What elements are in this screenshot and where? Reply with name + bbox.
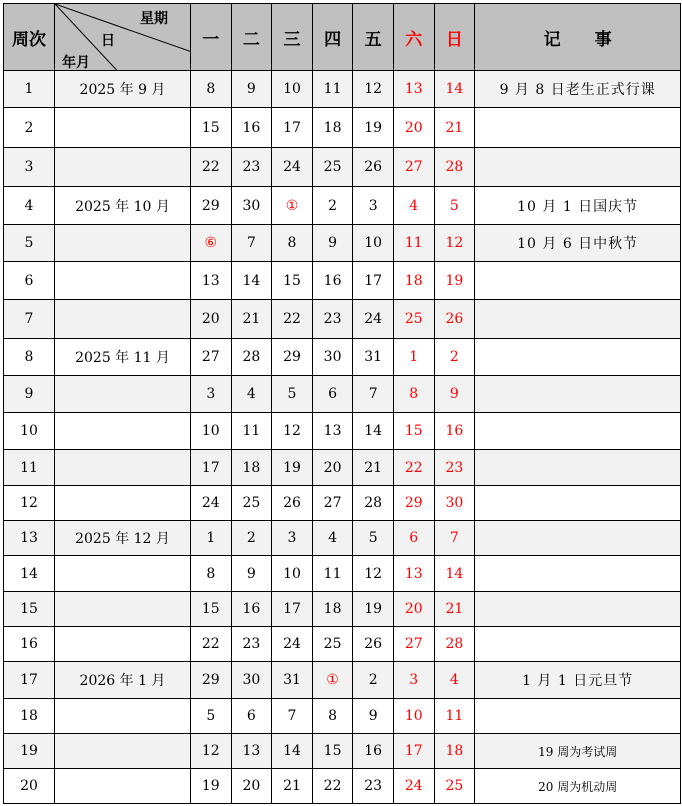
note-cell xyxy=(475,450,681,486)
date-cell: 15 xyxy=(272,262,313,300)
date-cell: 27 xyxy=(393,627,434,662)
month-label xyxy=(55,225,191,262)
date-cell: 4 xyxy=(312,521,353,556)
date-cell: 4 xyxy=(231,376,272,413)
date-cell: 3 xyxy=(191,376,232,413)
week-number: 19 xyxy=(4,734,55,769)
month-label xyxy=(55,734,191,769)
date-cell: 8 xyxy=(393,376,434,413)
date-cell: 11 xyxy=(312,556,353,592)
date-cell: 24 xyxy=(272,148,313,187)
date-cell: 25 xyxy=(312,627,353,662)
month-label xyxy=(55,486,191,521)
note-cell xyxy=(475,413,681,450)
date-cell: 30 xyxy=(231,662,272,699)
date-cell: 2 xyxy=(231,521,272,556)
date-cell: 7 xyxy=(231,225,272,262)
date-cell: 20 xyxy=(191,300,232,339)
week-number: 18 xyxy=(4,699,55,734)
date-cell: 3 xyxy=(353,187,394,225)
date-cell: 4 xyxy=(434,662,475,699)
diag-day-label: 日 xyxy=(101,33,115,49)
table-row xyxy=(4,339,681,376)
week-number: 2 xyxy=(4,108,55,148)
date-cell: 24 xyxy=(272,627,313,662)
date-cell: 12 xyxy=(191,734,232,769)
date-cell: 13 xyxy=(393,556,434,592)
date-cell: 8 xyxy=(191,556,232,592)
date-cell: 21 xyxy=(434,108,475,148)
month-label xyxy=(55,769,191,804)
week-number: 4 xyxy=(4,187,55,225)
date-cell: 9 xyxy=(312,225,353,262)
diag-yearmonth-label: 年月 xyxy=(62,55,90,71)
date-cell: 28 xyxy=(353,486,394,521)
date-cell: 7 xyxy=(353,376,394,413)
month-label: 2025 年 12 月 xyxy=(55,521,191,556)
month-label xyxy=(55,556,191,592)
note-cell xyxy=(475,148,681,187)
date-cell: 13 xyxy=(231,734,272,769)
table-row xyxy=(4,556,681,592)
date-cell: 20 xyxy=(231,769,272,804)
date-cell: 17 xyxy=(272,592,313,627)
table-row xyxy=(4,521,681,556)
month-label xyxy=(55,108,191,148)
date-cell: 10 xyxy=(393,699,434,734)
date-cell: 11 xyxy=(434,699,475,734)
week-number: 14 xyxy=(4,556,55,592)
table-row xyxy=(4,376,681,413)
date-cell: 9 xyxy=(231,71,272,108)
date-cell: 11 xyxy=(393,225,434,262)
day-header-sat: 六 xyxy=(393,4,434,71)
date-cell: 28 xyxy=(434,148,475,187)
week-number: 11 xyxy=(4,450,55,486)
date-cell: 10 xyxy=(272,556,313,592)
date-cell: ① xyxy=(312,662,353,699)
month-label xyxy=(55,300,191,339)
date-cell: ⑥ xyxy=(191,225,232,262)
date-cell: 5 xyxy=(434,187,475,225)
date-cell: 15 xyxy=(191,108,232,148)
month-label xyxy=(55,376,191,413)
date-cell: 12 xyxy=(272,413,313,450)
week-number: 1 xyxy=(4,71,55,108)
week-number: 5 xyxy=(4,225,55,262)
date-cell: 4 xyxy=(393,187,434,225)
table-row xyxy=(4,300,681,339)
date-cell: 14 xyxy=(434,71,475,108)
note-cell xyxy=(475,556,681,592)
date-cell: 11 xyxy=(231,413,272,450)
day-header-mon: 一 xyxy=(191,4,232,71)
date-cell: 25 xyxy=(393,300,434,339)
date-cell: 21 xyxy=(353,450,394,486)
date-cell: 18 xyxy=(393,262,434,300)
date-cell: 25 xyxy=(434,769,475,804)
date-cell: 7 xyxy=(434,521,475,556)
date-cell: 26 xyxy=(272,486,313,521)
date-cell: 8 xyxy=(191,71,232,108)
date-cell: 25 xyxy=(231,486,272,521)
date-cell: 8 xyxy=(272,225,313,262)
note-cell: 10 月 6 日中秋节 xyxy=(475,225,681,262)
table-row xyxy=(4,225,681,262)
date-cell: 16 xyxy=(434,413,475,450)
date-cell: 14 xyxy=(272,734,313,769)
date-cell: 12 xyxy=(434,225,475,262)
date-cell: 25 xyxy=(312,148,353,187)
month-label xyxy=(55,148,191,187)
date-cell: 21 xyxy=(231,300,272,339)
week-number: 7 xyxy=(4,300,55,339)
date-cell: 13 xyxy=(191,262,232,300)
date-cell: 28 xyxy=(434,627,475,662)
date-cell: 15 xyxy=(393,413,434,450)
date-cell: 12 xyxy=(353,556,394,592)
date-cell: 11 xyxy=(312,71,353,108)
date-cell: 27 xyxy=(191,339,232,376)
week-number: 16 xyxy=(4,627,55,662)
date-cell: 18 xyxy=(312,592,353,627)
week-number: 17 xyxy=(4,662,55,699)
note-cell xyxy=(475,262,681,300)
month-label: 2025 年 10 月 xyxy=(55,187,191,225)
note-cell xyxy=(475,376,681,413)
month-label xyxy=(55,699,191,734)
notes-column-header: 记 事 xyxy=(475,4,681,71)
table-row xyxy=(4,769,681,804)
date-cell: 3 xyxy=(272,521,313,556)
date-cell: 28 xyxy=(231,339,272,376)
table-row xyxy=(4,108,681,148)
day-header-wed: 三 xyxy=(272,4,313,71)
date-cell: 23 xyxy=(231,627,272,662)
date-cell: 20 xyxy=(312,450,353,486)
month-label xyxy=(55,450,191,486)
date-cell: 18 xyxy=(312,108,353,148)
month-label: 2025 年 9 月 xyxy=(55,71,191,108)
date-cell: 17 xyxy=(272,108,313,148)
table-row xyxy=(4,413,681,450)
table-row xyxy=(4,187,681,225)
date-cell: 8 xyxy=(312,699,353,734)
day-header-thu: 四 xyxy=(312,4,353,71)
date-cell: 23 xyxy=(231,148,272,187)
date-cell: 6 xyxy=(312,376,353,413)
date-cell: 29 xyxy=(393,486,434,521)
note-cell xyxy=(475,486,681,521)
date-cell: 9 xyxy=(434,376,475,413)
date-cell: 10 xyxy=(353,225,394,262)
date-cell: 5 xyxy=(353,521,394,556)
date-cell: 29 xyxy=(191,187,232,225)
date-cell: 16 xyxy=(231,108,272,148)
date-cell: 24 xyxy=(353,300,394,339)
table-row xyxy=(4,486,681,521)
note-cell: 9 月 8 日老生正式行课 xyxy=(475,71,681,108)
note-cell xyxy=(475,108,681,148)
day-header-tue: 二 xyxy=(231,4,272,71)
day-header-sun: 日 xyxy=(434,4,475,71)
date-cell: 27 xyxy=(393,148,434,187)
date-cell: 16 xyxy=(312,262,353,300)
date-cell: 6 xyxy=(393,521,434,556)
month-label: 2025 年 11 月 xyxy=(55,339,191,376)
date-cell: 31 xyxy=(353,339,394,376)
week-number: 8 xyxy=(4,339,55,376)
date-cell: 23 xyxy=(312,300,353,339)
week-number: 20 xyxy=(4,769,55,804)
week-number: 12 xyxy=(4,486,55,521)
date-cell: 14 xyxy=(353,413,394,450)
date-cell: 9 xyxy=(353,699,394,734)
table-row xyxy=(4,592,681,627)
note-cell xyxy=(475,699,681,734)
date-cell: 19 xyxy=(191,769,232,804)
diagonal-header-cell xyxy=(55,4,191,71)
table-row xyxy=(4,662,681,699)
month-label xyxy=(55,627,191,662)
date-cell: 29 xyxy=(272,339,313,376)
date-cell: 26 xyxy=(353,148,394,187)
table-row xyxy=(4,734,681,769)
date-cell: 1 xyxy=(393,339,434,376)
week-column-header: 周次 xyxy=(4,4,55,71)
date-cell: 29 xyxy=(191,662,232,699)
date-cell: 22 xyxy=(312,769,353,804)
note-cell: 20 周为机动周 xyxy=(475,769,681,804)
date-cell: 9 xyxy=(231,556,272,592)
date-cell: 18 xyxy=(434,734,475,769)
note-cell xyxy=(475,521,681,556)
note-cell: 1 月 1 日元旦节 xyxy=(475,662,681,699)
date-cell: 22 xyxy=(191,627,232,662)
day-header-fri: 五 xyxy=(353,4,394,71)
month-label xyxy=(55,592,191,627)
diag-weekday-label: 星期 xyxy=(140,11,168,27)
date-cell: 6 xyxy=(231,699,272,734)
month-label: 2026 年 1 月 xyxy=(55,662,191,699)
date-cell: 17 xyxy=(353,262,394,300)
week-number: 9 xyxy=(4,376,55,413)
date-cell: 20 xyxy=(393,592,434,627)
date-cell: 26 xyxy=(353,627,394,662)
date-cell: 24 xyxy=(191,486,232,521)
date-cell: 5 xyxy=(272,376,313,413)
note-cell xyxy=(475,592,681,627)
date-cell: 22 xyxy=(272,300,313,339)
note-cell xyxy=(475,339,681,376)
table-row xyxy=(4,262,681,300)
month-label xyxy=(55,413,191,450)
date-cell: 26 xyxy=(434,300,475,339)
date-cell: 23 xyxy=(353,769,394,804)
note-cell xyxy=(475,300,681,339)
date-cell: ① xyxy=(272,187,313,225)
date-cell: 16 xyxy=(231,592,272,627)
date-cell: 18 xyxy=(231,450,272,486)
date-cell: 24 xyxy=(393,769,434,804)
date-cell: 10 xyxy=(272,71,313,108)
date-cell: 13 xyxy=(312,413,353,450)
date-cell: 15 xyxy=(191,592,232,627)
date-cell: 12 xyxy=(353,71,394,108)
date-cell: 1 xyxy=(191,521,232,556)
date-cell: 30 xyxy=(434,486,475,521)
date-cell: 10 xyxy=(191,413,232,450)
date-cell: 2 xyxy=(353,662,394,699)
date-cell: 5 xyxy=(191,699,232,734)
date-cell: 7 xyxy=(272,699,313,734)
date-cell: 2 xyxy=(434,339,475,376)
note-cell xyxy=(475,627,681,662)
date-cell: 21 xyxy=(434,592,475,627)
date-cell: 16 xyxy=(353,734,394,769)
date-cell: 21 xyxy=(272,769,313,804)
week-number: 6 xyxy=(4,262,55,300)
date-cell: 2 xyxy=(312,187,353,225)
table-row xyxy=(4,699,681,734)
week-number: 13 xyxy=(4,521,55,556)
date-cell: 19 xyxy=(272,450,313,486)
table-row xyxy=(4,148,681,187)
date-cell: 13 xyxy=(393,71,434,108)
note-cell: 10 月 1 日国庆节 xyxy=(475,187,681,225)
note-cell: 19 周为考试周 xyxy=(475,734,681,769)
date-cell: 3 xyxy=(393,662,434,699)
date-cell: 22 xyxy=(191,148,232,187)
month-label xyxy=(55,262,191,300)
date-cell: 30 xyxy=(312,339,353,376)
week-number: 3 xyxy=(4,148,55,187)
date-cell: 27 xyxy=(312,486,353,521)
date-cell: 20 xyxy=(393,108,434,148)
date-cell: 14 xyxy=(434,556,475,592)
school-calendar-table xyxy=(3,3,681,804)
table-row xyxy=(4,450,681,486)
table-row xyxy=(4,627,681,662)
date-cell: 17 xyxy=(393,734,434,769)
week-number: 15 xyxy=(4,592,55,627)
date-cell: 19 xyxy=(434,262,475,300)
date-cell: 19 xyxy=(353,592,394,627)
date-cell: 23 xyxy=(434,450,475,486)
table-row xyxy=(4,71,681,108)
week-number: 10 xyxy=(4,413,55,450)
date-cell: 31 xyxy=(272,662,313,699)
date-cell: 14 xyxy=(231,262,272,300)
header-row xyxy=(4,4,681,71)
date-cell: 19 xyxy=(353,108,394,148)
date-cell: 30 xyxy=(231,187,272,225)
date-cell: 22 xyxy=(393,450,434,486)
date-cell: 15 xyxy=(312,734,353,769)
date-cell: 17 xyxy=(191,450,232,486)
